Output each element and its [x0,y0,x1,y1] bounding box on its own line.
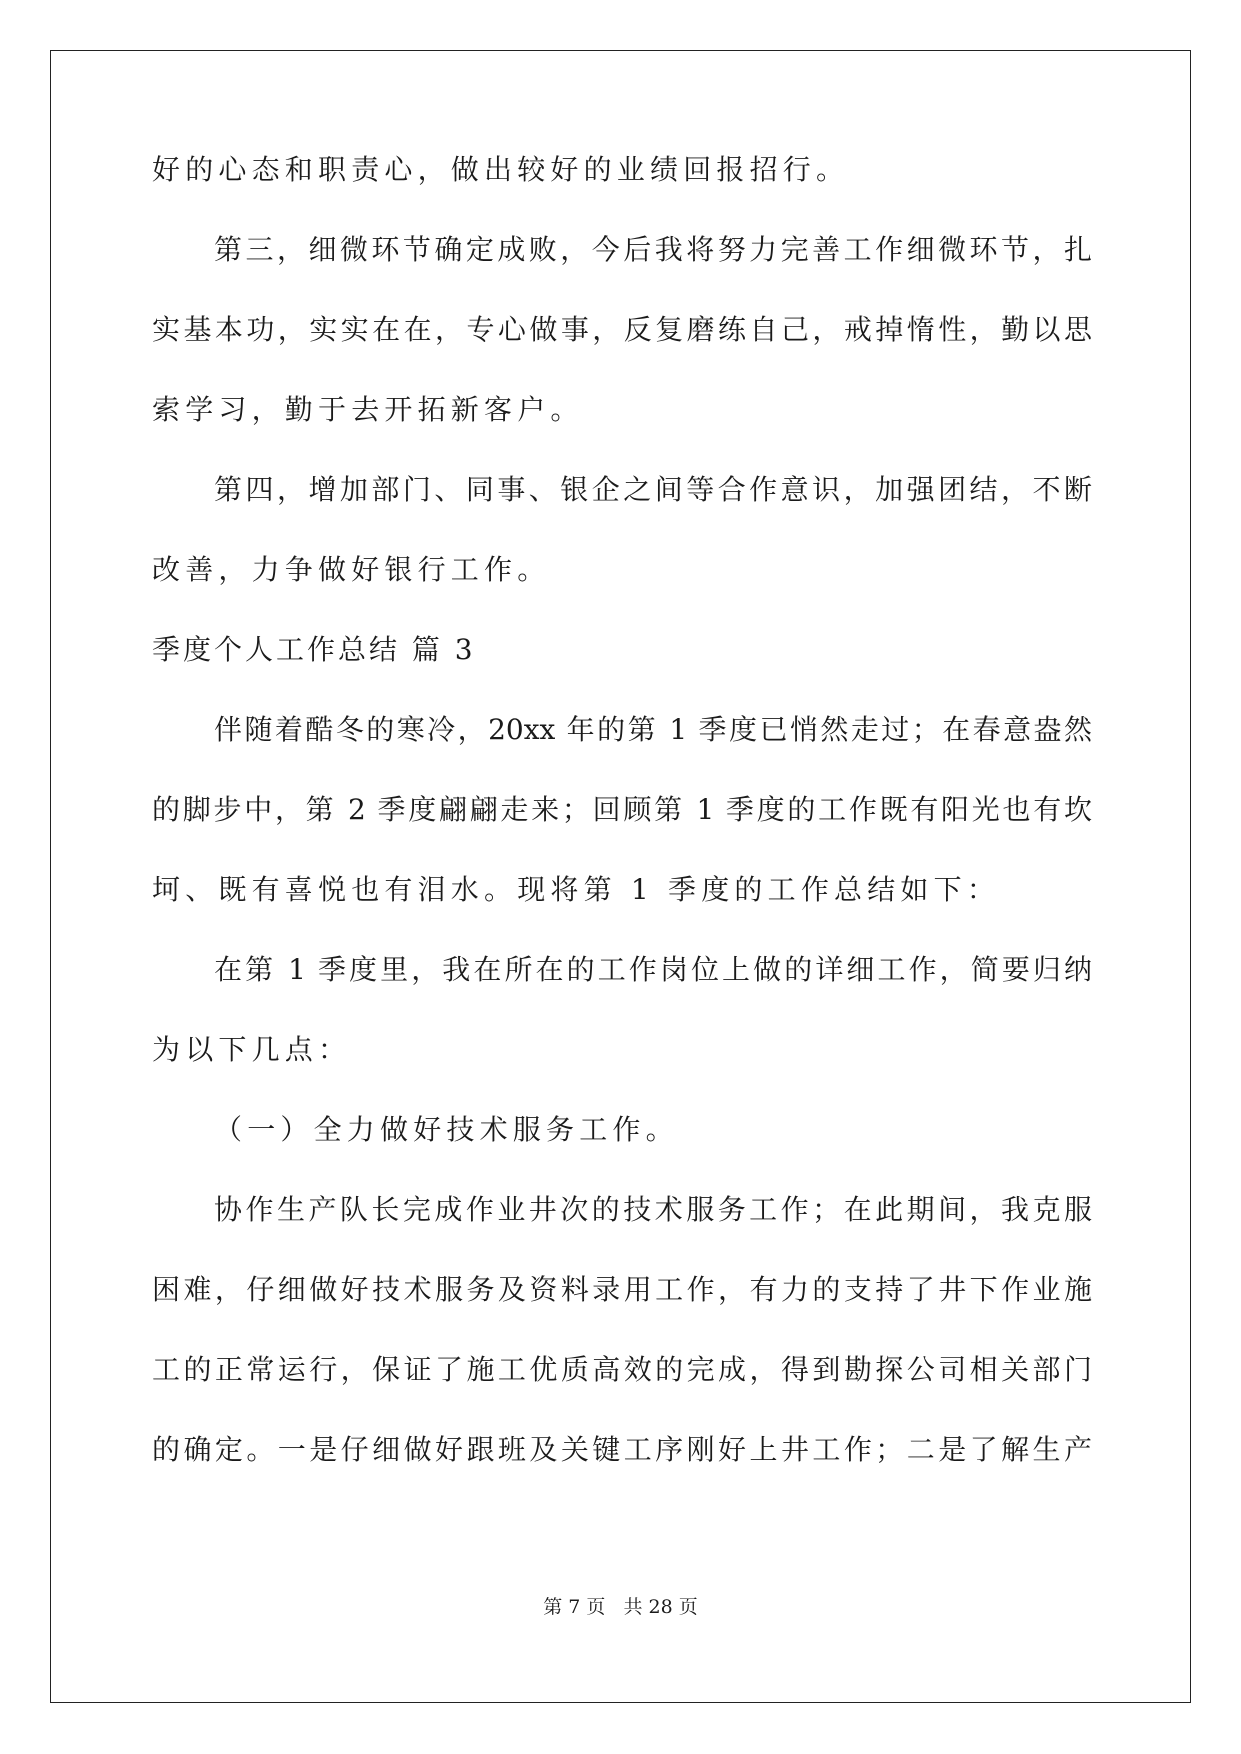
paragraph-line: 第三，细微环节确定成败，今后我将努力完善工作细微环节，扎 [214,233,1092,266]
paragraph-line: 困难，仔细做好技术服务及资料录用工作，有力的支持了井下作业施 [152,1273,1092,1306]
paragraph-line: 在第 1 季度里，我在所在的工作岗位上做的详细工作，简要归纳 [214,953,1092,986]
paragraph-line: 的确定。一是仔细做好跟班及关键工序刚好上井工作；二是了解生产 [152,1433,1092,1466]
paragraph-line: 第四，增加部门、同事、银企之间等合作意识，加强团结，不断 [214,473,1092,506]
paragraph-line: 伴随着酷冬的寒冷，20xx 年的第 1 季度已悄然走过；在春意盎然 [214,713,1092,746]
paragraph-line: 坷、既有喜悦也有泪水。现将第 1 季度的工作总结如下： [152,873,1001,906]
document-body [152,150,1092,1510]
paragraph-line: 好的心态和职责心，做出较好的业绩回报招行。 [152,153,850,186]
paragraph-line: 工的正常运行，保证了施工优质高效的完成，得到勘探公司相关部门 [152,1353,1092,1386]
paragraph-line: 实基本功，实实在在，专心做事，反复磨练自己，戒掉惰性，勤以思 [152,313,1092,346]
paragraph-line: 为以下几点： [152,1033,352,1066]
page-number-footer: 第 7 页 共 28 页 [543,1596,698,1618]
section-heading: 季度个人工作总结 篇 3 [152,633,476,666]
paragraph-line: 协作生产队长完成作业井次的技术服务工作；在此期间，我克服 [214,1193,1092,1226]
paragraph-line: 的脚步中，第 2 季度翩翩走来；回顾第 1 季度的工作既有阳光也有坎 [152,793,1092,826]
list-heading: （一）全力做好技术服务工作。 [214,1113,679,1146]
paragraph-line: 索学习，勤于去开拓新客户。 [152,393,584,426]
paragraph-line: 改善，力争做好银行工作。 [152,553,551,586]
